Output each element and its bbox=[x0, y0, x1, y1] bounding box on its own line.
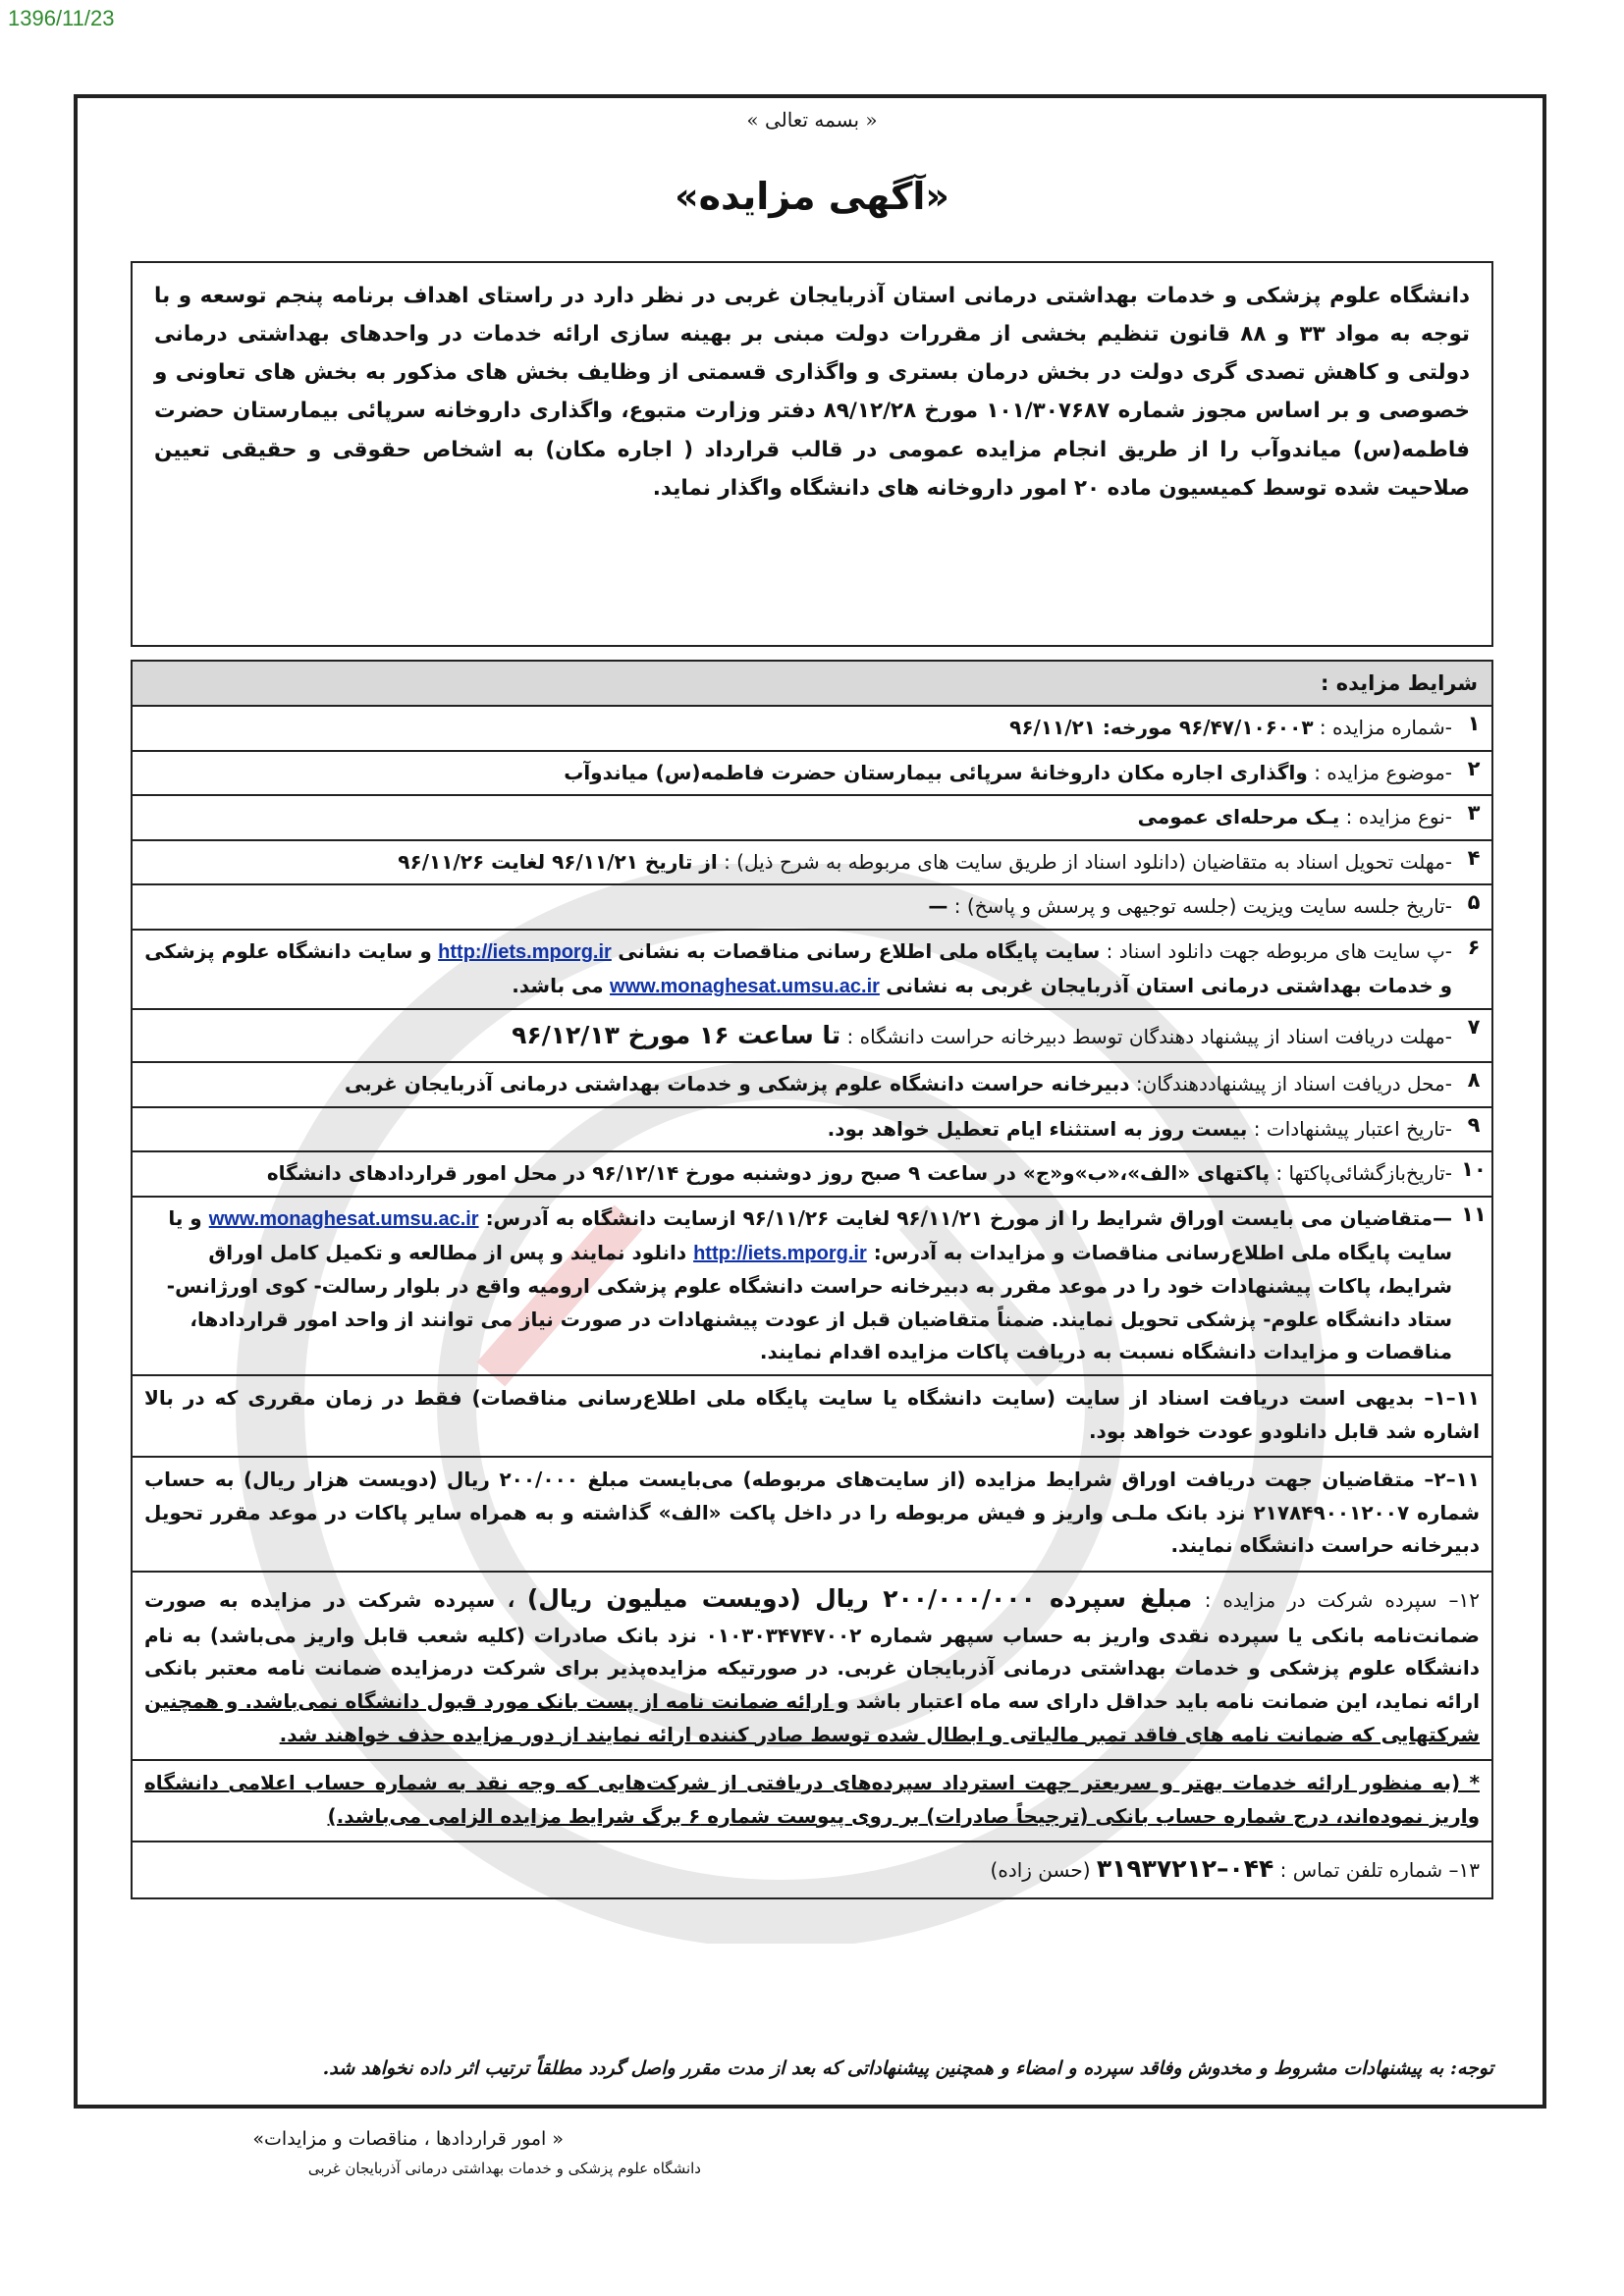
table-row bbox=[133, 841, 1491, 886]
row-content bbox=[133, 796, 1456, 839]
row-number: ۳ bbox=[1467, 801, 1481, 826]
iets-link[interactable]: http://iets.mporg.ir bbox=[438, 940, 612, 963]
table-row bbox=[133, 1573, 1491, 1761]
table-row bbox=[133, 1063, 1491, 1108]
footer-department: « امور قراردادها ، مناقصات و مزایدات» bbox=[252, 2128, 564, 2150]
row-label: -تاریخ جلسه سایت ویزیت (جلسه توجیهی و پرسش و پاسخ) : bbox=[953, 894, 1452, 919]
table-row bbox=[133, 752, 1491, 797]
row-label: -پ سایت های مربوطه جهت دانلود اسناد : bbox=[1106, 938, 1452, 963]
row-value: دبیرخانه حراست دانشگاه علوم پزشکی و خدمات بهداشتی درمانی آذربایجان غربی bbox=[344, 1072, 1130, 1096]
auction-terms-table bbox=[131, 660, 1493, 1899]
row-content bbox=[133, 707, 1456, 750]
table-row bbox=[133, 1761, 1491, 1842]
clause-12 bbox=[133, 1573, 1491, 1759]
row-content bbox=[133, 841, 1456, 884]
contact-phone: ۰۴۴–۳۱۹۳۷۲۱۲ bbox=[1096, 1854, 1274, 1884]
table-row bbox=[133, 796, 1491, 841]
row-label: -شماره مزایده : bbox=[1319, 716, 1452, 739]
clause-11-1: ۱۱–۱– بدیهی است دریافت اسناد از سایت (سایت دانشگاه یا سایت پایگاه ملی اطلاع‌رسانی مناقصات) فقط در زمان مقرری که در بالا اشاره شد قابل دانلودو عودت خواهد بود. bbox=[144, 1385, 1480, 1443]
table-row bbox=[133, 1842, 1491, 1897]
row-number: ۱ bbox=[1467, 712, 1481, 735]
contact-label: ۱۳– شماره تلفن تماس : bbox=[1279, 1858, 1480, 1883]
row-value-a: سایت پایگاه ملی اطلاع رسانی مناقصات به نشانی bbox=[618, 938, 1101, 963]
monaghesat-link[interactable]: www.monaghesat.umsu.ac.ir bbox=[610, 975, 880, 997]
table-row bbox=[133, 707, 1491, 752]
table-row bbox=[133, 1010, 1491, 1063]
table-row bbox=[133, 885, 1491, 931]
footer-university: دانشگاه علوم پزشکی و خدمات بهداشتی درمانی آذربایجان غربی bbox=[307, 2160, 701, 2177]
row11-text-b: و یا سایت پایگاه ملی اطلاع‌رسانی مناقصات و مزایدات به آدرس: bbox=[168, 1205, 1452, 1264]
row11-text-a: —متقاضیان می بایست اوراق شرایط را از مورخ ۹۶/۱۱/۲۱ لغایت ۹۶/۱۱/۲۶ ازسایت دانشگاه به آدرس: bbox=[485, 1205, 1452, 1230]
row-content bbox=[133, 885, 1456, 929]
row-content bbox=[133, 752, 1456, 795]
row11-text-c: دانلود نمایند و پس از مطالعه و تکمیل کامل اوراق شرایط، پاکات پیشنهادات خود را در موعد مقرر به دبیرخانه حراست دانشگاه علوم پزشکی ارومیه واقع در بلوار رسالت- کوی اورژانس- ستاد دانشگاه علوم- پزشکی تحویل نمایند. ضمناً متقاضیان قبل از عودت پیشنهادات در صورت نیاز می توانند از واحد امور قراردادها، مناقصات و مزایدات دانشگاه نسبت به دریافت پاکات مزایده اقدام نمایند. bbox=[166, 1240, 1452, 1364]
table-row bbox=[133, 1376, 1491, 1458]
row-value: یـک مرحله‌ای عمومی bbox=[1137, 805, 1340, 829]
row-content bbox=[133, 1108, 1456, 1151]
table-row bbox=[133, 1108, 1491, 1153]
deposit-amount: مبلغ سپرده ۲۰۰/۰۰۰/۰۰۰ ریال (دویست میلیون ریال) bbox=[526, 1583, 1193, 1613]
row-value: از تاریخ ۹۶/۱۱/۲۱ لغایت ۹۶/۱۱/۲۶ bbox=[398, 849, 718, 874]
clause-11-2: ۱۱–۲– متقاضیان جهت دریافت اوراق شرایط مزایده (از سایت‌های مربوطه) می‌بایست مبلغ ۲۰۰/۰۰۰ ریال (دویست هزار ریال) به حساب شماره ۲۱۷۸۴۹۰۰۱۲۰۰۷ نزد بانک ملـی واریز و فیش مربوطه را در داخل پاکت «الف» گذاشته و به همراه سایر پاکات در موعد مقرر تحویل دبیرخانه حراست دانشگاه نمایند. bbox=[144, 1468, 1481, 1558]
row-value: پاکتهای «الف»،«ب»و«ج» در ساعت ۹ صبح روز دوشنبه مورخ ۹۶/۱۲/۱۴ در محل امور قراردادهای دانشگاه bbox=[266, 1161, 1270, 1186]
row-value: واگذاری اجاره مکان داروخانۀ سرپائی بیمارستان حضرت فاطمه(س) میاندوآب bbox=[564, 760, 1308, 784]
row-number: ۷ bbox=[1467, 1015, 1481, 1040]
row-number: ۴ bbox=[1467, 845, 1481, 870]
terms-header: شرایط مزایده : bbox=[133, 662, 1491, 707]
row-label: -مهلت دریافت اسناد از پیشنهاد دهندگان توسط دبیرخانه حراست دانشگاه : bbox=[846, 1025, 1452, 1049]
refund-note: * (به منظور ارائه خدمات بهتر و سریعتر جهت استرداد سپرده‌های دریافتی از شرکت‌هایی که وجه نقد به شماره حساب اعلامی دانشگاه واریز نموده‌اند، درج شماره حساب بانکی (ترجیحاً صادرات) بر روی پیوست شماره ۶ برگ شرایط مزایده الزامی می‌باشد.) bbox=[144, 1771, 1480, 1828]
bismillah-heading: « بسمه تعالی » bbox=[746, 108, 878, 132]
row-number: ۱۱ bbox=[1461, 1201, 1487, 1226]
row-value-b: و سایت دانشگاه علوم پزشکی و خدمات بهداشتی درمانی استان آذربایجان غربی به نشانی bbox=[144, 938, 1452, 997]
row-content bbox=[133, 931, 1456, 1008]
disclaimer-note: توجه: به پیشنهادات مشروط و مخدوش وفاقد سپرده و امضاء و همچنین پیشنهاداتی که بعد از مدت مقرر واصل گردد مطلقاً ترتیب اثر داده نخواهد شد. bbox=[322, 2057, 1493, 2079]
row-value-c: می باشد. bbox=[512, 973, 604, 997]
deposit-text: ، سپرده شرکت در مزایده به صورت ضمانت‌نامه بانکی یا سپرده نقدی واریز به حساب سپهر شماره ۰۱۰۳۰۳۴۷۴۷۰۰۲ نزد بانک صادرات (کلیه شعب قابل واریز می‌باشد) به نام دانشگاه علوم پزشکی و خدمات بهداشتی درمانی آذربایجان غربی. در صورتیکه مزایده‌پذیر برای شرکت درمزایده ضمانت نامه معتبر بانکی ارائه نماید، این ضمانت نامه باید حداقل دارای سه ماه اعتبار باشد bbox=[144, 1587, 1481, 1714]
row-value: — bbox=[928, 894, 948, 919]
row-content bbox=[133, 1010, 1456, 1061]
row-value: بیست روز به استثناء ایام تعطیل خواهد بود. bbox=[827, 1116, 1248, 1141]
monaghesat-link[interactable]: www.monaghesat.umsu.ac.ir bbox=[208, 1207, 479, 1230]
intro-paragraph: دانشگاه علوم پزشکی و خدمات بهداشتی درمانی استان آذربایجان غربی در نظر دارد در راستای اهداف برنامه پنجم توسعه و با توجه به مواد ۳۳ و ۸۸ قانون تنظیم بخشی از مقررات دولت مبنی بر بهینه سازی ارائه خدمات در واحدهای بهداشتی درمانی دولتی و کاهش تصدی گری دولت در بخش درمان بستری و واگذاری قسمتی از وظایف بخش های مذکور به بخش های تعاونی و خصوصی و بر اساس مجوز شماره ۱۰۱/۳۰۷۶۸۷ مورخ ۸۹/۱۲/۲۸ دفتر وزارت متبوع، واگذاری داروخانه سرپائی بیمارستان حضرت فاطمه(س) میاندوآب را از طریق انجام مزایده عمومی در قالب قرارداد ( اجاره مکان) به اشخاص حقوقی و حقیقی تعیین صلاحیت شده توسط کمیسیون ماده ۲۰ امور داروخانه های دانشگاه واگذار نماید. bbox=[131, 261, 1493, 647]
row-number: ۲ bbox=[1467, 756, 1481, 780]
document-date-stamp: 1396/11/23 bbox=[8, 6, 115, 30]
row-label: -تاریخ اعتبار پیشنهادات : bbox=[1253, 1116, 1452, 1141]
row-label: -محل دریافت اسناد از پیشنهاددهندگان: bbox=[1135, 1072, 1452, 1096]
row-number: ۱۰ bbox=[1461, 1157, 1487, 1182]
contact-name: (حسن زاده) bbox=[990, 1858, 1091, 1883]
row-number: ۵ bbox=[1467, 890, 1481, 915]
row-label: -نوع مزایده : bbox=[1345, 805, 1452, 829]
row-content bbox=[133, 1198, 1456, 1374]
row-number: ۶ bbox=[1467, 934, 1481, 959]
table-row bbox=[133, 1198, 1491, 1376]
row-value: ۹۶/۴۷/۱۰۶۰۰۳ مورخه: ۹۶/۱۱/۲۱ bbox=[1009, 716, 1314, 739]
table-row bbox=[133, 1152, 1491, 1198]
row-label: -مهلت تحویل اسناد به متقاضیان (دانلود اسناد از طریق سایت های مربوطه به شرح ذیل) : bbox=[724, 849, 1452, 874]
row-content bbox=[133, 1063, 1456, 1106]
table-row bbox=[133, 931, 1491, 1010]
row-content bbox=[133, 1152, 1456, 1196]
iets-link[interactable]: http://iets.mporg.ir bbox=[693, 1242, 867, 1264]
row-number: ۹ bbox=[1467, 1112, 1481, 1137]
row-label: -موضوع مزایده : bbox=[1314, 760, 1452, 784]
row-value: تا ساعت ۱۶ مورخ ۹۶/۱۲/۱۳ bbox=[512, 1021, 841, 1050]
page-title: «آگهی مزایده» bbox=[675, 175, 949, 218]
deposit-label: ۱۲– سپرده شرکت در مزایده : bbox=[1204, 1587, 1480, 1612]
deposit-underlined-text: و ارائه ضمانت نامه از پست بانک مورد قبول دانشگاه نمی‌باشد. و همچنین شرکتهایی که ضمانت نامه های فاقد تمبر مالیاتی و ابطال شده توسط صادر کننده ارائه نمایند از دور مزایده حذف خواهند شد. bbox=[144, 1689, 1480, 1746]
row-number: ۸ bbox=[1467, 1068, 1481, 1093]
row-label: -تاریخ‌بازگشائی‌پاکتها : bbox=[1275, 1161, 1452, 1186]
contact-row bbox=[979, 1842, 1491, 1897]
table-row bbox=[133, 1458, 1491, 1573]
